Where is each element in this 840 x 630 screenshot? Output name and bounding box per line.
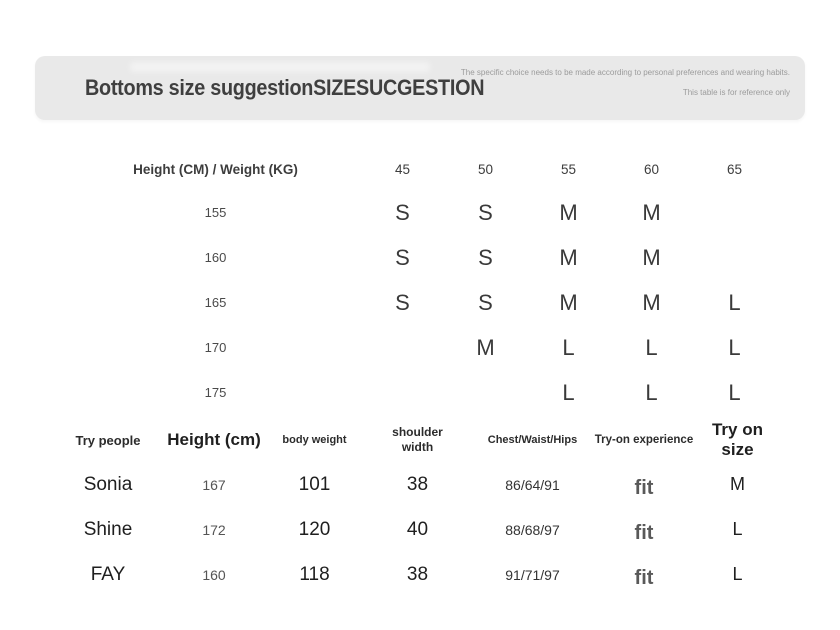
size-cell: L <box>728 334 741 360</box>
model-tryon-experience: fit <box>634 477 654 499</box>
size-cell: M <box>642 199 661 225</box>
tryon-row-fay <box>54 552 780 597</box>
note-preferences: The specific choice needs to be made according to personal preferences and wearing habits. <box>460 68 790 77</box>
weight-column-header: 50 <box>477 161 494 177</box>
matrix-row-160 <box>70 235 776 280</box>
height-row-label: 165 <box>204 295 227 310</box>
size-cell: S <box>478 244 493 270</box>
model-name: Sonia <box>83 473 133 495</box>
col-header-shoulder-width: shoulder width <box>392 425 443 454</box>
model-height: 167 <box>202 476 226 493</box>
matrix-row-165 <box>70 280 776 325</box>
height-row-label: 155 <box>204 205 227 220</box>
matrix-corner-label: Height (CM) / Weight (KG) <box>133 161 298 177</box>
tryon-header-row <box>54 418 780 462</box>
size-cell: L <box>728 289 741 315</box>
matrix-header-row <box>70 148 776 190</box>
size-cell: M <box>476 334 495 360</box>
size-cell: L <box>645 334 658 360</box>
size-cell: M <box>559 289 578 315</box>
model-tryon-size: L <box>732 519 743 539</box>
weight-column-header: 55 <box>560 161 577 177</box>
model-tryon-size: L <box>732 564 743 584</box>
tryon-table <box>54 418 780 597</box>
size-matrix-table <box>70 148 776 415</box>
weight-column-header: 60 <box>643 161 660 177</box>
size-cell: M <box>642 289 661 315</box>
tryon-row-shine <box>54 507 780 552</box>
matrix-row-155 <box>70 190 776 235</box>
model-name: Shine <box>83 518 133 540</box>
model-tryon-experience: fit <box>634 522 654 544</box>
height-row-label: 160 <box>204 250 227 265</box>
col-header-body-weight: body weight <box>282 434 347 446</box>
note-reference-only: This table is for reference only <box>682 88 790 97</box>
size-cell: M <box>642 244 661 270</box>
page-title: Bottoms size suggestionSIZESUCGESTION <box>85 75 485 100</box>
model-height: 172 <box>202 521 226 538</box>
matrix-row-175 <box>70 370 776 415</box>
weight-column-header: 45 <box>394 161 411 177</box>
model-chest-waist-hips: 86/64/91 <box>505 476 560 493</box>
model-weight: 120 <box>298 518 331 540</box>
model-tryon-experience: fit <box>634 567 654 589</box>
model-shoulder-width: 38 <box>406 563 429 585</box>
header-notes <box>461 68 790 97</box>
weight-column-header: 65 <box>726 161 743 177</box>
model-weight: 101 <box>298 473 331 495</box>
model-name: FAY <box>90 563 126 585</box>
model-chest-waist-hips: 88/68/97 <box>505 521 560 538</box>
tryon-row-sonia <box>54 462 780 507</box>
height-row-label: 175 <box>204 385 227 400</box>
height-row-label: 170 <box>204 340 227 355</box>
size-cell: S <box>395 199 410 225</box>
col-header-try-people: Try people <box>75 432 141 448</box>
size-cell: L <box>728 379 741 405</box>
size-cell: L <box>562 379 575 405</box>
size-cell: S <box>395 289 410 315</box>
col-header-tryon-experience: Try-on experience <box>594 434 694 446</box>
size-cell: S <box>478 199 493 225</box>
size-cell: M <box>559 244 578 270</box>
size-cell: M <box>559 199 578 225</box>
size-cell: S <box>395 244 410 270</box>
size-suggestion-header-card <box>35 56 805 120</box>
model-height: 160 <box>202 566 226 583</box>
size-cell: S <box>478 289 493 315</box>
size-cell: L <box>562 334 575 360</box>
model-chest-waist-hips: 91/71/97 <box>505 566 560 583</box>
col-header-tryon-size: Try on size <box>711 420 763 459</box>
model-weight: 118 <box>299 563 330 585</box>
model-shoulder-width: 38 <box>406 473 429 495</box>
matrix-row-170 <box>70 325 776 370</box>
model-shoulder-width: 40 <box>406 518 429 540</box>
col-header-height: Height (cm) <box>167 430 261 449</box>
model-tryon-size: M <box>730 474 745 494</box>
col-header-chest-waist-hips: Chest/Waist/Hips <box>487 434 578 446</box>
size-cell: L <box>645 379 658 405</box>
